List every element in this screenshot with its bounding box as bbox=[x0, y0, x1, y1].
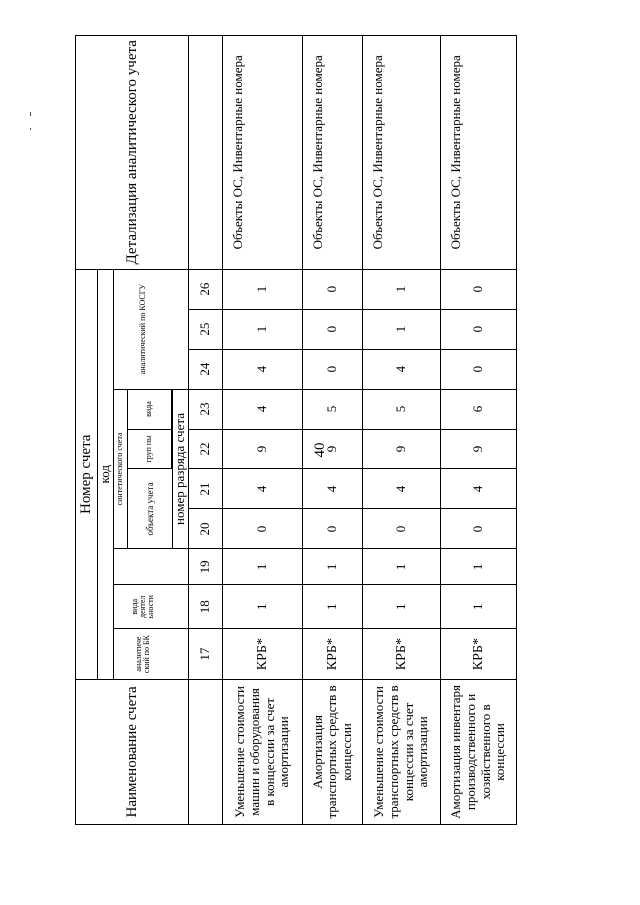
digit-cell: 0 bbox=[303, 509, 363, 549]
digit-cell: 1 bbox=[441, 549, 517, 585]
digit-number: 25 bbox=[189, 309, 223, 349]
details-cell: Объекты ОС, Инвентарные номера bbox=[223, 36, 303, 270]
digit-cell: 4 bbox=[223, 469, 303, 509]
header-analytic-kosgu: аналитический по КОСГУ bbox=[114, 269, 173, 389]
details-cell: Объекты ОС, Инвентарные номера bbox=[303, 36, 363, 270]
header-empty-cell bbox=[173, 585, 189, 629]
header-empty-cell bbox=[173, 629, 189, 679]
digit-cell: 9 bbox=[363, 429, 441, 469]
digit-number: 24 bbox=[189, 349, 223, 389]
scan-mark bbox=[30, 112, 31, 116]
digit-cell: 4 bbox=[223, 349, 303, 389]
digit-cell: 0 bbox=[441, 309, 517, 349]
table-row bbox=[441, 36, 517, 825]
code-cell: КРБ* bbox=[303, 629, 363, 679]
digit-cell: 4 bbox=[223, 389, 303, 429]
table-row bbox=[223, 36, 303, 825]
digit-cell: 1 bbox=[303, 585, 363, 629]
table-row bbox=[363, 36, 441, 825]
accounts-table bbox=[75, 35, 517, 825]
rotated-table-container bbox=[75, 35, 508, 825]
digit-cell: 4 bbox=[441, 469, 517, 509]
digit-number: 21 bbox=[189, 469, 223, 509]
digit-cell: 9 bbox=[441, 429, 517, 469]
header-account-name: Наименование счета bbox=[76, 679, 189, 824]
digit-number: 22 bbox=[189, 429, 223, 469]
header-row-1 bbox=[76, 36, 98, 825]
header-account-number: Номер счета bbox=[76, 269, 98, 679]
digit-cell: 1 bbox=[223, 549, 303, 585]
header-analytic-bk: аналитиче ский по БК bbox=[114, 629, 173, 679]
code-cell: КРБ* bbox=[441, 629, 517, 679]
header-accounting-object: объекта учета bbox=[128, 469, 173, 549]
code-cell: КРБ* bbox=[363, 629, 441, 679]
account-name-cell: Амортизация транспортных средств в концессии bbox=[303, 679, 363, 824]
digit-number: 19 bbox=[189, 549, 223, 585]
digit-number: 17 bbox=[189, 629, 223, 679]
details-cell: Объекты ОС, Инвентарные номера bbox=[363, 36, 441, 270]
header-empty-cell bbox=[173, 269, 189, 389]
digit-cell: 0 bbox=[441, 349, 517, 389]
account-name-cell: Уменьшение стоимости транспортных средств в концессии за счет амортизации bbox=[363, 679, 441, 824]
account-name-cell: Амортизация инвентаря производственного и хозяйственного в концессии bbox=[441, 679, 517, 824]
page-number: 40 bbox=[312, 442, 328, 458]
scan-mark bbox=[30, 128, 31, 130]
digit-cell: 4 bbox=[363, 469, 441, 509]
digit-number: 20 bbox=[189, 509, 223, 549]
digit-cell: 1 bbox=[441, 585, 517, 629]
digit-cell: 1 bbox=[223, 309, 303, 349]
header-activity-type: вида деятел ьности bbox=[114, 585, 173, 629]
header-digit-number: номер разряда счета bbox=[173, 389, 189, 549]
header-details: Детализация аналитического учета bbox=[76, 36, 189, 270]
digit-cell: 5 bbox=[363, 389, 441, 429]
digit-cell: 1 bbox=[363, 585, 441, 629]
digit-cell: 4 bbox=[363, 349, 441, 389]
header-synthetic: синтетического счета bbox=[114, 389, 128, 549]
header-group: груп пы bbox=[128, 429, 172, 469]
digit-cell: 1 bbox=[223, 585, 303, 629]
table-row bbox=[303, 36, 363, 825]
digit-cell: 9 bbox=[223, 429, 303, 469]
digit-numbers-row bbox=[189, 36, 223, 825]
details-cell: Объекты ОС, Инвентарные номера bbox=[441, 36, 517, 270]
account-name-cell: Уменьшение стоимости машин и оборудования в концессии за счет амортизации bbox=[223, 679, 303, 824]
digit-cell: 4 bbox=[303, 469, 363, 509]
code-cell: КРБ* bbox=[223, 629, 303, 679]
digit-number-empty bbox=[189, 679, 223, 824]
digit-cell: 6 bbox=[441, 389, 517, 429]
digit-cell: 0 bbox=[441, 269, 517, 309]
digit-number-empty bbox=[189, 36, 223, 270]
digit-cell: 0 bbox=[223, 509, 303, 549]
digit-number: 26 bbox=[189, 269, 223, 309]
digit-cell: 1 bbox=[363, 549, 441, 585]
digit-cell: 0 bbox=[303, 349, 363, 389]
digit-cell: 0 bbox=[303, 309, 363, 349]
digit-cell: 9 bbox=[303, 429, 363, 469]
digit-cell: 5 bbox=[303, 389, 363, 429]
digit-cell: 1 bbox=[363, 269, 441, 309]
digit-cell: 1 bbox=[363, 309, 441, 349]
digit-cell: 1 bbox=[303, 549, 363, 585]
header-empty-cell bbox=[173, 549, 189, 585]
digit-cell: 0 bbox=[441, 509, 517, 549]
header-code: код bbox=[98, 269, 114, 679]
header-kind: вида bbox=[128, 389, 172, 429]
digit-number: 23 bbox=[189, 389, 223, 429]
digit-cell: 0 bbox=[363, 509, 441, 549]
header-empty-cell bbox=[114, 549, 173, 585]
digit-cell: 1 bbox=[223, 269, 303, 309]
digit-cell: 0 bbox=[303, 269, 363, 309]
digit-number: 18 bbox=[189, 585, 223, 629]
